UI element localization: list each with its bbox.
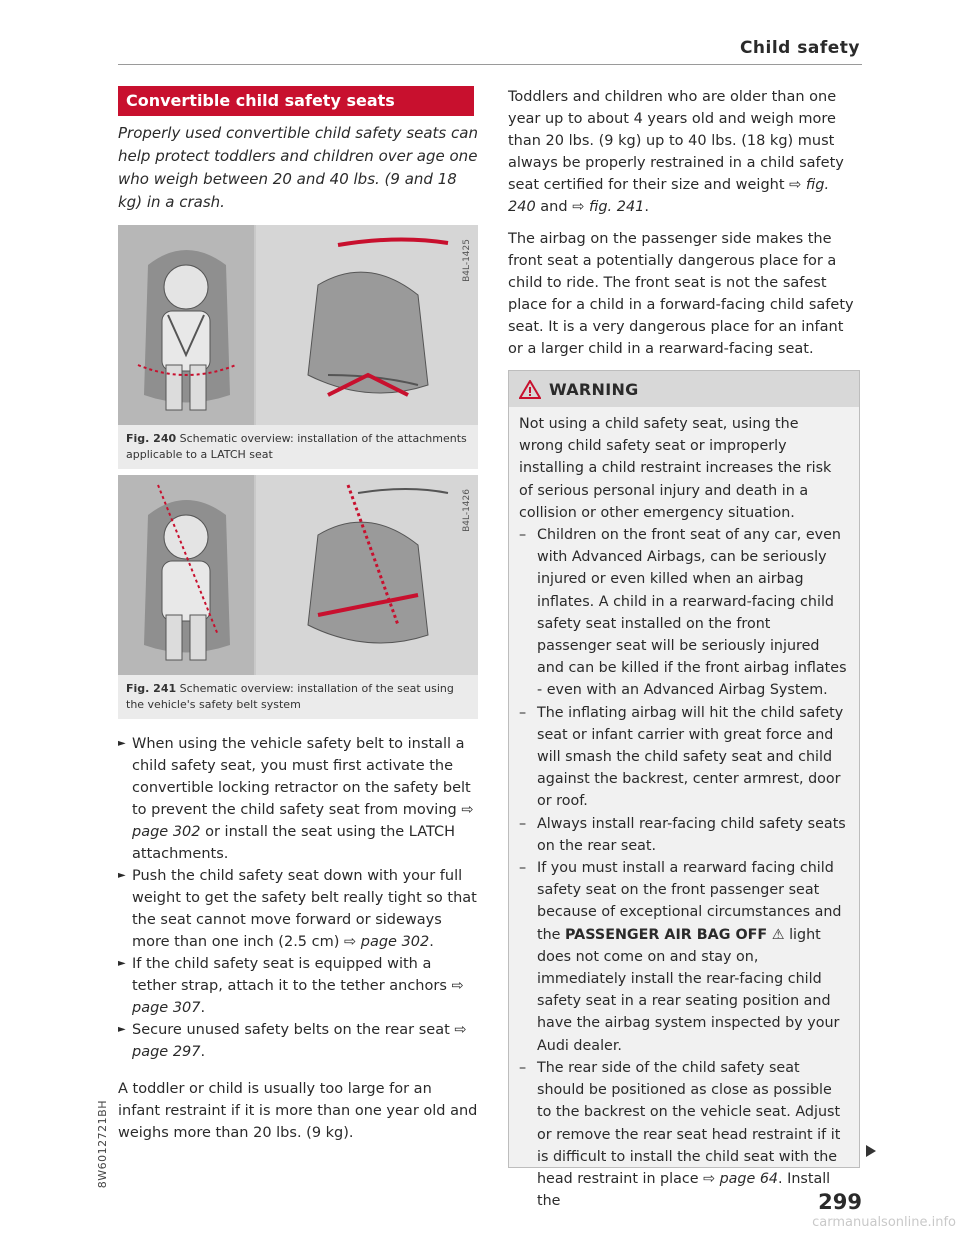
- warning-item: – The inflating airbag will hit the child safety seat or infant carrier with great force and will smash the child safety seat and child against the backrest, center armrest, door or roof.: [519, 704, 844, 810]
- section-title: Child safety: [739, 38, 860, 58]
- bullet-arrow-icon: ►: [118, 870, 126, 881]
- page-link[interactable]: ⇨ page 64: [703, 1170, 779, 1187]
- document-code: 8W6012721BH: [96, 1100, 109, 1189]
- figure-code: B4L-1426: [462, 489, 472, 532]
- warning-header: [509, 371, 859, 407]
- figure-240: [118, 225, 478, 469]
- airbag-off-label: PASSENGER AIR BAG OFF: [565, 926, 768, 943]
- bullet-arrow-icon: ►: [118, 1024, 126, 1035]
- figure-code: B4L-1425: [462, 239, 472, 282]
- warning-item: – If you must install a rearward facing child safety seat on the front passenger seat because of exceptional circumstances and the PASSENGER AIR BAG OFF ⚠ light does not come on and stay on, immediately install the rear-facing child safety seat in a rear seating position and have the airbag system inspected by your Audi dealer.: [519, 860, 842, 1054]
- figure-label: Fig. 240: [126, 432, 177, 445]
- warning-item: – Children on the front seat of any car, even with Advanced Airbags, can be seriously injured or even killed when an airbag inflates. A child in a rearward-facing child safety seat installed on the front passenger seat will be seriously injured and can be killed if the front airbag inflates - even with an Advanced Airbag System.: [519, 527, 847, 699]
- list-item: ► Push the child safety seat down with your full weight to get the safety belt really tight so that the seat cannot move forward or sideways more than one inch (2.5 cm) ⇨ page 302.: [118, 865, 478, 953]
- figure-label: Fig. 241: [126, 682, 177, 695]
- figure-241: [118, 475, 478, 719]
- warning-item: – The rear side of the child safety seat should be positioned as close as possible to the backrest on the vehicle seat. Adjust or remove the rear seat head restraint if it is difficult to install the child seat with the head restraint in place ⇨ page 64. Install the: [519, 1059, 841, 1210]
- bullet-arrow-icon: ►: [118, 738, 126, 749]
- airbag-off-icon: ⚠: [771, 926, 785, 943]
- list-item: ► When using the vehicle safety belt to install a child safety seat, you must first activate the convertible locking retractor on the safety belt to prevent the child safety seat from moving ⇨ page 302 or install the seat using the LATCH attachments.: [118, 733, 478, 865]
- warning-item: – Always install rear-facing child safety seats on the rear seat.: [519, 815, 846, 854]
- figure-caption-text: Schematic overview: installation of the attachments applicable to a LATCH seat: [126, 432, 467, 461]
- figure-link[interactable]: ⇨ fig. 241: [572, 199, 645, 215]
- warning-intro: Not using a child safety seat, using the wrong child safety seat or improperly installing a child restraint increases the risk of serious personal injury and death in a collision or other emergency situation.: [519, 416, 832, 521]
- warning-title: WARNING: [549, 379, 639, 399]
- airbag-paragraph: The airbag on the passenger side makes the front seat a potentially dangerous place for a child to ride. The front seat is not the safest place for a child in a forward-facing child safety seat. It is a very dangerous place for an infant or a larger child in a rearward-facing seat.: [508, 231, 854, 357]
- warning-body: [509, 407, 859, 1212]
- figure-link[interactable]: ⇨ fig. 240: [508, 177, 830, 215]
- page-link[interactable]: ⇨ page 297: [132, 1022, 467, 1060]
- toddler-paragraph: A toddler or child is usually too large for an infant restraint if it is more than one year old and weighs more than 20 lbs. (9 kg).: [118, 1081, 478, 1141]
- page-number: 299: [818, 1190, 862, 1214]
- list-item: ► Secure unused safety belts on the rear seat ⇨ page 297.: [118, 1019, 478, 1063]
- latch-seat-illustration: [118, 225, 478, 425]
- continue-arrow-icon: [866, 1145, 876, 1157]
- page-link[interactable]: ⇨ page 307: [132, 978, 464, 1016]
- intro-text: Properly used convertible child safety seats can help protect toddlers and children over age one who weigh between 20 and 40 lbs. (9 and 18 kg) in a crash.: [118, 124, 478, 211]
- bullet-arrow-icon: ►: [118, 958, 126, 969]
- page-link[interactable]: ⇨ page 302: [132, 802, 474, 840]
- warning-triangle-icon: [519, 380, 541, 399]
- section-banner: Convertible child safety seats: [118, 86, 474, 116]
- toddler-requirements-paragraph: Toddlers and children who are older than one year up to about 4 years old and weigh more than 20 lbs. (9 kg) up to 40 lbs. (18 kg) must always be properly restrained in a child safety seat certified for their size and weight ⇨ fig. 240 and ⇨ fig. 241.: [508, 89, 844, 215]
- header-rule: [118, 64, 862, 65]
- instruction-list: [118, 733, 478, 1063]
- watermark: carmanualsonline.info: [812, 1215, 956, 1230]
- figure-caption: [118, 675, 478, 719]
- list-item: ► If the child safety seat is equipped with a tether strap, attach it to the tether anchors ⇨ page 307.: [118, 953, 478, 1019]
- figure-caption-text: Schematic overview: installation of the seat using the vehicle's safety belt system: [126, 682, 454, 711]
- page-link[interactable]: ⇨ page 302: [344, 934, 430, 950]
- belt-seat-illustration: [118, 475, 478, 675]
- figure-caption: [118, 425, 478, 469]
